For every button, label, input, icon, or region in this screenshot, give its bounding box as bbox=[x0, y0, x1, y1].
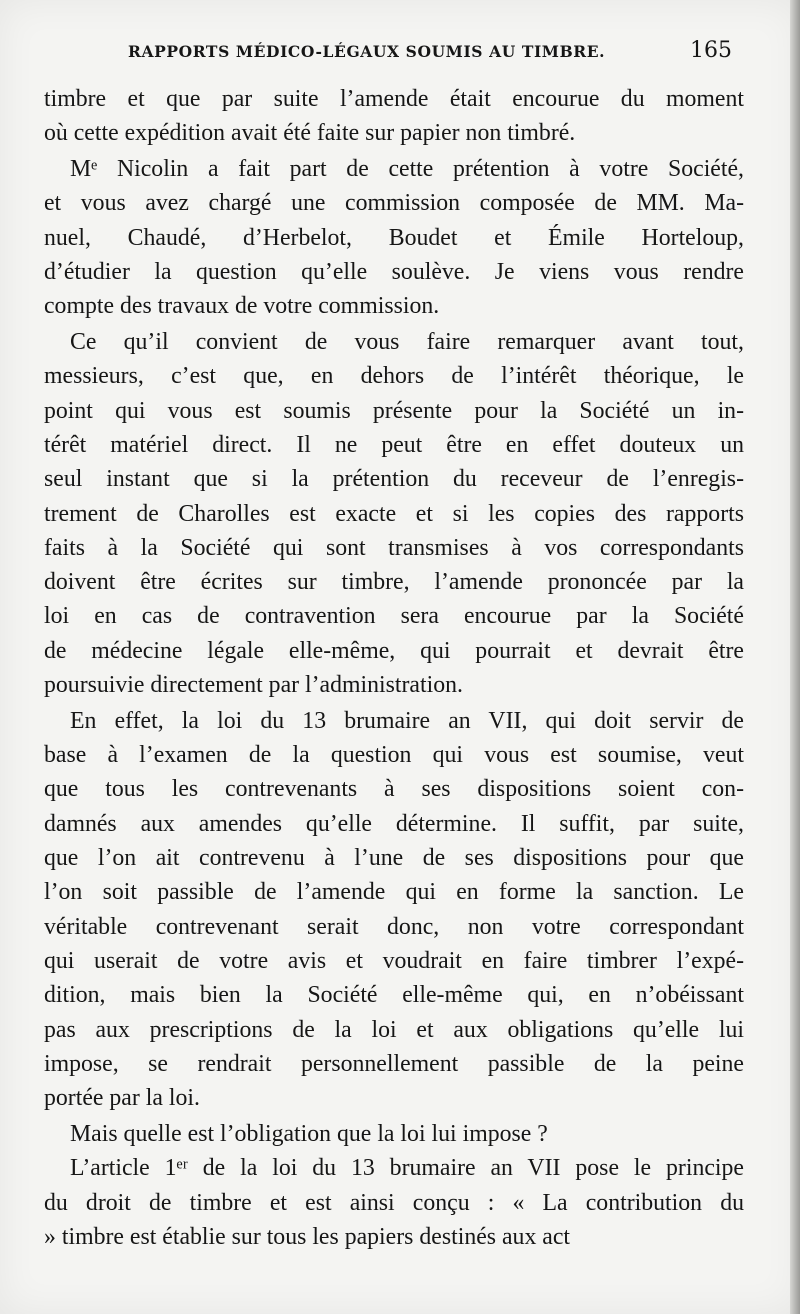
text-line: Ce qu’il convient de vous faire remarquer avant tout, bbox=[70, 329, 744, 356]
body-text bbox=[44, 82, 744, 1254]
text-line: dition, mais bien la Société elle-même qui, en n’obéissant bbox=[44, 982, 744, 1009]
text-line: impose, se rendrait personnellement passible de la peine bbox=[44, 1050, 744, 1077]
text-line: » timbre est établie sur tous les papiers destinés aux act bbox=[44, 1223, 571, 1250]
page-edge-shadow bbox=[790, 0, 800, 1314]
text-line: L’article 1ᵉʳ de la loi du 13 brumaire an VII pose le principe bbox=[70, 1155, 744, 1182]
text-line: que tous les contrevenants à ses dispositions soient con- bbox=[44, 776, 744, 803]
running-head bbox=[128, 38, 732, 68]
text-line: où cette expédition avait été faite sur papier non timbré. bbox=[44, 120, 576, 147]
text-line: nuel, Chaudé, d’Herbelot, Boudet et Émile Horteloup, bbox=[44, 224, 744, 251]
text-line: véritable contrevenant serait donc, non votre correspondant bbox=[44, 913, 744, 940]
text-line: du droit de timbre et est ainsi conçu : « La contribution du bbox=[44, 1189, 744, 1216]
text-line: loi en cas de contravention sera encourue par la Société bbox=[44, 603, 744, 630]
text-line: doivent être écrites sur timbre, l’amende prononcée par la bbox=[44, 569, 744, 596]
text-line: faits à la Société qui sont transmises à vos correspondants bbox=[44, 534, 744, 561]
text-line: point qui vous est soumis présente pour la Société un in- bbox=[44, 397, 744, 424]
text-line: l’on soit passible de l’amende qui en forme la sanction. Le bbox=[44, 879, 744, 906]
running-head-title: RAPPORTS MÉDICO-LÉGAUX SOUMIS AU TIMBRE. bbox=[128, 42, 606, 61]
text-line: seul instant que si la prétention du receveur de l’enregis- bbox=[44, 466, 744, 493]
text-line: timbre et que par suite l’amende était encourue du moment bbox=[44, 86, 744, 112]
text-line: portée par la loi. bbox=[44, 1085, 200, 1112]
text-line: damnés aux amendes qu’elle détermine. Il suffit, par suite, bbox=[44, 810, 744, 837]
text-line: qui userait de votre avis et voudrait en faire timbrer l’expé- bbox=[44, 947, 744, 974]
text-line: et vous avez chargé une commission composée de MM. Ma- bbox=[44, 190, 744, 217]
text-line: messieurs, c’est que, en dehors de l’intérêt théorique, le bbox=[44, 363, 744, 390]
text-line: pas aux prescriptions de la loi et aux obligations qu’elle lui bbox=[44, 1016, 744, 1043]
text-line: de médecine légale elle-même, qui pourrait et devrait être bbox=[44, 637, 744, 664]
text-line: poursuivie directement par l’administration. bbox=[44, 672, 463, 699]
text-line: En effet, la loi du 13 brumaire an VII, qui doit servir de bbox=[70, 707, 744, 734]
text-line: d’étudier la question qu’elle soulève. Je viens vous rendre bbox=[44, 258, 744, 285]
text-line: trement de Charolles est exacte et si les copies des rapports bbox=[44, 500, 744, 527]
text-line: Mᵉ Nicolin a fait part de cette prétention à votre Société, bbox=[70, 156, 744, 183]
text-line: base à l’examen de la question qui vous est soumise, veut bbox=[44, 742, 744, 769]
page-number: 165 bbox=[690, 38, 732, 63]
text-line: compte des travaux de votre commission. bbox=[44, 293, 440, 320]
text-line: Mais quelle est l’obligation que la loi lui impose ? bbox=[70, 1120, 548, 1147]
text-line: térêt matériel direct. Il ne peut être en effet douteux un bbox=[44, 431, 744, 458]
text-line: que l’on ait contrevenu à l’une de ses dispositions pour que bbox=[44, 845, 744, 872]
